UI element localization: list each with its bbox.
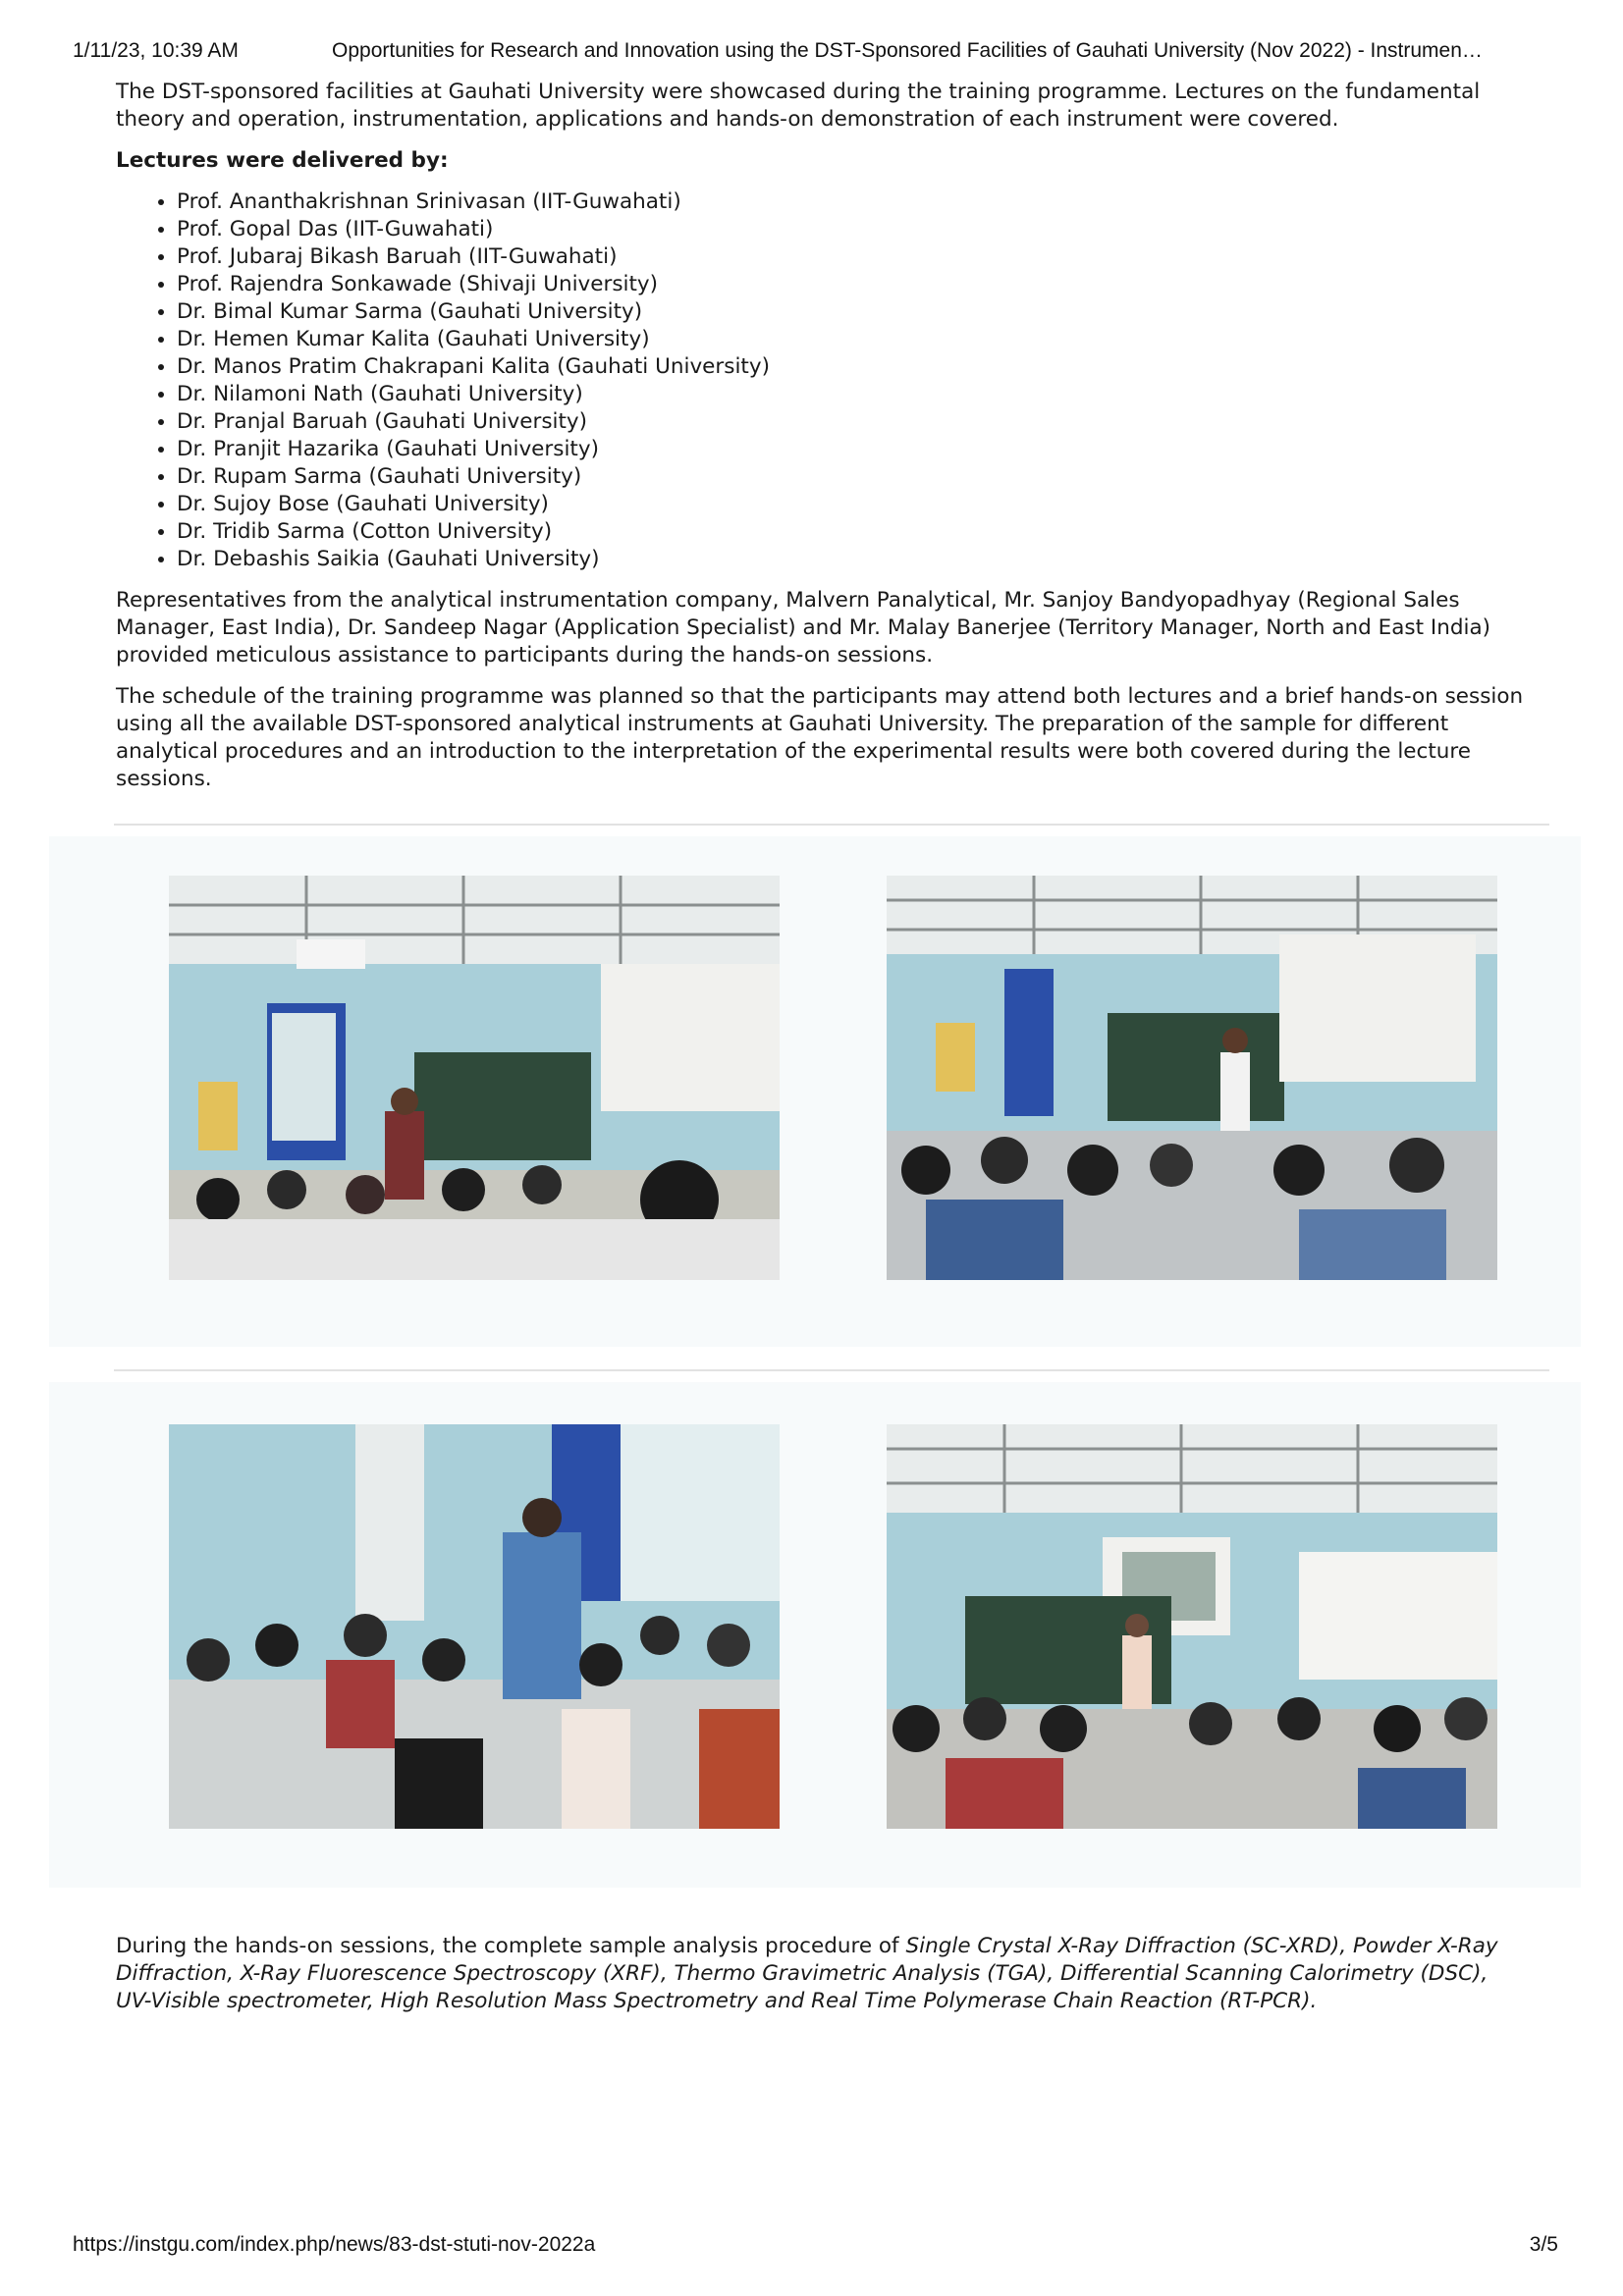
footer-page-number: 3/5 [1529, 2233, 1558, 2256]
list-item: • Dr. Nilamoni Nath (Gauhati University) [177, 381, 1549, 408]
list-item: • Dr. Pranjal Baruah (Gauhati University) [177, 408, 1549, 436]
intro-paragraph: The DST-sponsored facilities at Gauhati University were showcased during the training programme. Lectures on the fundamental theory and operation, instrumentation, applications and hands-on demonstration of each instrument were covered. [116, 80, 1481, 132]
article-body [116, 79, 1549, 793]
list-item: • Prof. Ananthakrishnan Srinivasan (IIT-Guwahati) [177, 188, 1549, 216]
instrument-list: Single Crystal X-Ray Diffraction (SC-XRD), Powder X-Ray Diffraction, X-Ray Fluorescence Spectroscopy (XRF), Thermo Gravimetric Analysis (TGA), Differential Scanning Calorimetry (DSC), UV-Visible spectrometer, High Resolution Mass Spectrometry and Real Time Polymerase Chain Reaction (RT-PCR). [116, 1933, 1498, 2013]
list-item: • Dr. Rupam Sarma (Gauhati University) [177, 463, 1549, 491]
list-item: • Prof. Rajendra Sonkawade (Shivaji University) [177, 271, 1549, 298]
list-item: • Dr. Manos Pratim Chakrapani Kalita (Gauhati University) [177, 353, 1549, 381]
list-item: • Dr. Sujoy Bose (Gauhati University) [177, 491, 1549, 518]
list-item: • Dr. Hemen Kumar Kalita (Gauhati University) [177, 326, 1549, 353]
list-item: • Dr. Tridib Sarma (Cotton University) [177, 518, 1549, 546]
classroom-lecture-photo [887, 1424, 1497, 1829]
header-page-title: Opportunities for Research and Innovation using the DST-Sponsored Facilities of Gauhati University (Nov 2022) - Instrumen… [332, 39, 1483, 62]
lecturers-heading: Lectures were delivered by: [116, 148, 449, 173]
list-item: • Dr. Pranjit Hazarika (Gauhati University) [177, 436, 1549, 463]
closing-paragraph [116, 1933, 1530, 2015]
divider [114, 824, 1549, 826]
classroom-lecture-photo [169, 876, 780, 1280]
header-datetime: 1/11/23, 10:39 AM [73, 39, 239, 62]
footer-url: https://instgu.com/index.php/news/83-dst-stuti-nov-2022a [73, 2233, 596, 2256]
representatives-paragraph: Representatives from the analytical instrumentation company, Malvern Panalytical, Mr. Sanjoy Bandyopadhyay (Regional Sales Manager, East India), Dr. Sandeep Nagar (Application Specialist) and Mr. Malay Banerjee (Territory Manager, North and East India) provided meticulous assistance to participants during the hands-on sessions. [116, 588, 1491, 667]
list-item: • Dr. Debashis Saikia (Gauhati University) [177, 546, 1549, 573]
classroom-lecture-photo [887, 876, 1497, 1280]
schedule-paragraph: The schedule of the training programme was planned so that the participants may attend both lectures and a brief hands-on session using all the available DST-sponsored analytical instruments at Gauhati University. The preparation of the sample for different analytical procedures and an introduction to the interpretation of the experimental results were both covered during the lecture sessions. [116, 684, 1524, 791]
closing-lead: During the hands-on sessions, the complete sample analysis procedure of [116, 1933, 906, 1958]
list-item: • Prof. Gopal Das (IIT-Guwahati) [177, 216, 1549, 243]
divider [114, 1369, 1549, 1371]
list-item: • Dr. Bimal Kumar Sarma (Gauhati University) [177, 298, 1549, 326]
lecturers-list [116, 188, 1549, 573]
list-item: • Prof. Jubaraj Bikash Baruah (IIT-Guwahati) [177, 243, 1549, 271]
hands-on-session-photo [169, 1424, 780, 1829]
